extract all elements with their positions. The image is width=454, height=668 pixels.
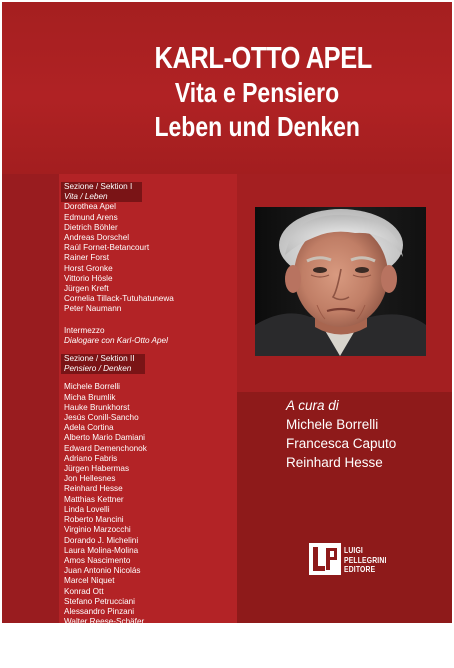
publisher-line-3: EDITORE — [344, 565, 376, 574]
publisher-line-1: LUIGI — [344, 546, 363, 555]
list-item: Stefano Petrucciani — [64, 596, 136, 606]
list-item: Alessandro Pinzani — [64, 606, 135, 616]
list-item: Peter Naumann — [64, 304, 122, 314]
editors-label: A cura di — [286, 398, 339, 413]
list-item: Konrad Ott — [64, 586, 104, 596]
editor-name: Francesca Caputo — [286, 436, 397, 451]
editor-name: Reinhard Hesse — [286, 455, 383, 470]
list-item: Dorando J. Michelini — [64, 535, 139, 545]
list-item: Micha Brumlik — [64, 392, 116, 402]
list-item: Anatoliy Yermolenko — [64, 657, 139, 667]
list-item: Horst Gronke — [64, 263, 113, 273]
list-item: Cornelia Tillack-Tutuhatunewa — [64, 294, 174, 304]
list-item: Amos Nascimento — [64, 555, 131, 565]
list-item: Hans Schelkshorn — [64, 627, 131, 637]
intermezzo-heading: Intermezzo — [64, 325, 105, 335]
author-portrait — [255, 207, 426, 356]
editors-block — [286, 396, 446, 472]
list-item: Juan Antonio Nicolás — [64, 566, 141, 576]
section-1-list — [64, 202, 234, 314]
section-2-list — [64, 382, 234, 668]
list-item: Michele Borrelli — [64, 382, 120, 392]
list-item: Hauke Brunkhorst — [64, 402, 130, 412]
list-item: Adriano Fabris — [64, 453, 118, 463]
list-item: Jürgen Habermas — [64, 464, 130, 474]
list-item: Raúl Fornet-Betancourt — [64, 243, 150, 253]
section-2-header — [61, 354, 145, 374]
list-item: Edmund Arens — [64, 212, 118, 222]
section-2-heading: Sezione / Sektion II — [64, 354, 135, 364]
list-item: Jon Hellesnes — [64, 474, 116, 484]
publisher-line-2: PELLEGRINI — [344, 555, 387, 565]
section-1-subtitle: Vita / Leben — [64, 192, 108, 202]
intermezzo-subtitle: Dialogare con Karl-Otto Apel — [64, 335, 168, 345]
title-block — [132, 40, 382, 144]
publisher-emblem-icon — [308, 542, 342, 576]
list-item: Linda Lovelli — [64, 504, 110, 514]
list-item: Jesús Conill-Sancho — [64, 413, 139, 423]
book-title-german: Leben und Denken — [154, 111, 360, 142]
list-item: Dietrich Böhler — [64, 222, 118, 232]
list-item: Reinhard Hesse — [64, 484, 123, 494]
list-item: Marcel Niquet — [64, 576, 115, 586]
book-author-title: KARL-OTTO APEL — [154, 40, 372, 75]
list-item: Alberto Mario Damiani — [64, 433, 145, 443]
list-item: Jürgen Kreft — [64, 284, 109, 294]
list-item: Matthias Kettner — [64, 494, 124, 504]
list-item: Rainer Forst — [64, 253, 110, 263]
section-1-heading: Sezione / Sektion I — [64, 182, 133, 191]
list-item: Vittorio Hösle — [64, 273, 113, 283]
publisher-logo — [308, 542, 428, 576]
book-title-italian: Vita e Pensiero — [174, 77, 340, 108]
list-item: Walter Reese-Schäfer — [64, 617, 145, 627]
section-1-header — [61, 182, 142, 202]
publisher-name — [344, 546, 387, 575]
editor-name: Michele Borrelli — [286, 417, 379, 432]
list-item: Laura Molina-Molina — [64, 545, 139, 555]
list-item: Piet Strydom — [64, 637, 111, 647]
section-2-subtitle: Pensiero / Denken — [64, 364, 132, 374]
list-item: Andreas Dorschel — [64, 233, 130, 243]
list-item: Edward Demenchonok — [64, 443, 147, 453]
list-item: Adela Cortina — [64, 423, 114, 433]
book-cover — [2, 2, 452, 667]
list-item: Dorothea Apel — [64, 202, 116, 212]
list-item: Roberto Mancini — [64, 515, 124, 525]
list-item: Virginio Marzocchi — [64, 525, 131, 535]
table-of-contents — [64, 182, 234, 668]
list-item: René von Schomberg — [64, 647, 144, 657]
